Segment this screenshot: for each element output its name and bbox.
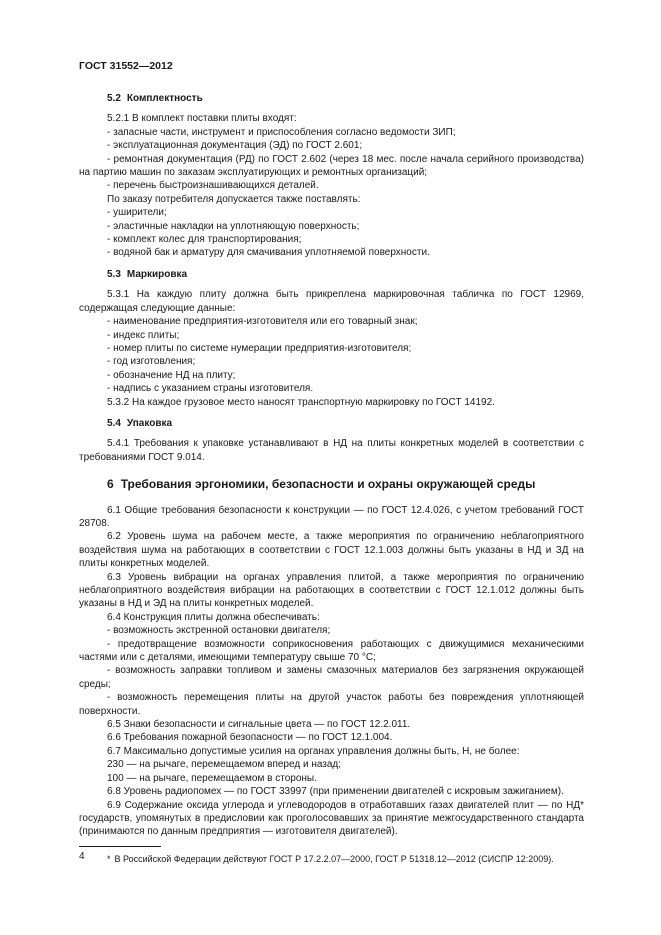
footnote — [79, 853, 584, 865]
paragraph-5-2-1: 5.2.1 В комплект поставки плиты входят: — [107, 113, 297, 125]
list-item: - номер плиты по системе нумерации предприятия-изготовителя; — [107, 342, 412, 354]
list-item: - эксплуатационная документация (ЭД) по ГОСТ 2.601; — [107, 140, 363, 152]
list-item: - год изготовления; — [107, 356, 196, 368]
section-title: Требования эргономики, безопасности и охраны окружающей среды — [120, 477, 536, 492]
list-item: 100 — на рычаге, перемещаемом в стороны. — [107, 772, 317, 784]
paragraph-5-3-2: 5.3.2 На каждое грузовое место наносят транспортную маркировку по ГОСТ 14192. — [107, 396, 495, 408]
paragraph-6-7: 6.7 Максимально допустимые усилия на органах управления должны быть, Н, не более: — [107, 745, 520, 757]
paragraph-6-5: 6.5 Знаки безопасности и сигнальные цвета — по ГОСТ 12.2.011. — [107, 719, 411, 731]
paragraph-6-9: 6.9 Содержание оксида углерода и углеводородов в отработавших газах двигателей плит — по НД* государств, упомянутых в предисловии как проголосовавших за принятие межгосударственного стандарта (принимаются по данным предприятия — изготовителя двигателей). — [79, 799, 584, 838]
footnote-text: В Российской Федерации действуют ГОСТ Р 17.2.2.07—2000, ГОСТ Р 51318.12—2012 (СИСПР 12:2009). — [114, 853, 554, 864]
section-title: Маркировка — [126, 268, 188, 280]
section-number: 5.3 — [107, 268, 121, 280]
list-item: - возможность заправки топливом и замены смазочных материалов без загрязнения окружающей среды; — [79, 665, 584, 690]
page-number: 4 — [79, 851, 85, 862]
section-5-4-heading — [79, 417, 584, 430]
paragraph-5-3-1: 5.3.1 На каждую плиту должна быть прикреплена маркировочная табличка по ГОСТ 12969, содержащая следующие данные: — [79, 289, 584, 314]
list-item: - обозначение НД на плиту; — [107, 369, 236, 381]
section-5-3-heading — [79, 268, 584, 281]
list-item: - водяной бак и арматуру для смачивания уплотняемой поверхности. — [107, 247, 430, 259]
paragraph-6-6: 6.6 Требования пожарной безопасности — по ГОСТ 12.1.004. — [107, 732, 393, 744]
list-item: - предотвращение возможности соприкосновения работающих с движущимися механическими частями или с деталями, имеющими температуру свыше 70 °С; — [79, 638, 584, 664]
section-number: 5.2 — [107, 93, 121, 104]
list-item: - комплект колес для транспортирования; — [107, 234, 302, 246]
paragraph-6-8: 6.8 Уровень радиопомех — по ГОСТ 33997 (при применении двигателей с искровым зажиганием). — [107, 786, 564, 798]
footnote-mark: * — [107, 853, 111, 864]
list-item: - запасные части, инструмент и приспособления согласно ведомости ЗИП; — [107, 126, 456, 138]
page-body — [79, 92, 584, 865]
list-item: - возможность экстренной остановки двигателя; — [107, 625, 331, 637]
list-item: - надпись с указанием страны изготовителя. — [107, 383, 314, 395]
list-item: - уширители; — [107, 207, 167, 219]
paragraph-6-3: 6.3 Уровень вибрации на органах управления плитой, а также мероприятия по ограничению неблагоприятного воздействия вибрации на работающих в соответствии с ГОСТ 12.1.012 должны быть указаны в НД и ЭД на плиты конкретных моделей. — [79, 571, 584, 610]
section-5-2-heading — [79, 92, 584, 105]
list-item: - ремонтная документация (РД) по ГОСТ 2.602 (через 18 мес. после начала серийного производства) на партию машин по заказам эксплуатирующих и ремонтных организаций; — [79, 153, 584, 179]
paragraph-6-4: 6.4 Конструкция плиты должна обеспечивать: — [107, 611, 320, 623]
paragraph-5-4-1: 5.4.1 Требования к упаковке устанавливают в НД на плиты конкретных моделей в соответствии с требованиями ГОСТ 9.014. — [79, 438, 584, 463]
section-number: 5.4 — [107, 417, 121, 429]
section-title: Комплектность — [126, 93, 203, 104]
section-6-heading — [79, 478, 584, 491]
document-header: ГОСТ 31552—2012 — [79, 60, 173, 72]
list-item: - возможность перемещения плиты на другой участок работы без повреждения уплотняющей поверхности. — [79, 692, 584, 717]
paragraph: По заказу потребителя допускается также поставлять: — [107, 193, 361, 205]
list-item: - наименование предприятия-изготовителя или его товарный знак; — [107, 316, 418, 328]
list-item: - индекс плиты; — [107, 329, 180, 341]
list-item: - эластичные накладки на уплотняющую поверхность; — [107, 220, 360, 232]
list-item: 230 — на рычаге, перемещаемом вперед и назад; — [107, 759, 342, 771]
paragraph-6-1: 6.1 Общие требования безопасности к конструкции — по ГОСТ 12.4.026, с учетом требований ГОСТ 28708. — [79, 504, 584, 529]
footnote-divider — [79, 846, 161, 847]
list-item: - перечень быстроизнашивающихся деталей. — [107, 180, 319, 192]
paragraph-6-2: 6.2 Уровень шума на рабочем месте, а также мероприятия по ограничению неблагоприятного воздействия шума на работающих в соответствии с ГОСТ 12.1.003 должны быть указаны в НД и ЗД на плиты конкретных моделей. — [79, 531, 584, 570]
section-title: Упаковка — [126, 417, 173, 429]
section-number: 6 — [107, 477, 114, 492]
